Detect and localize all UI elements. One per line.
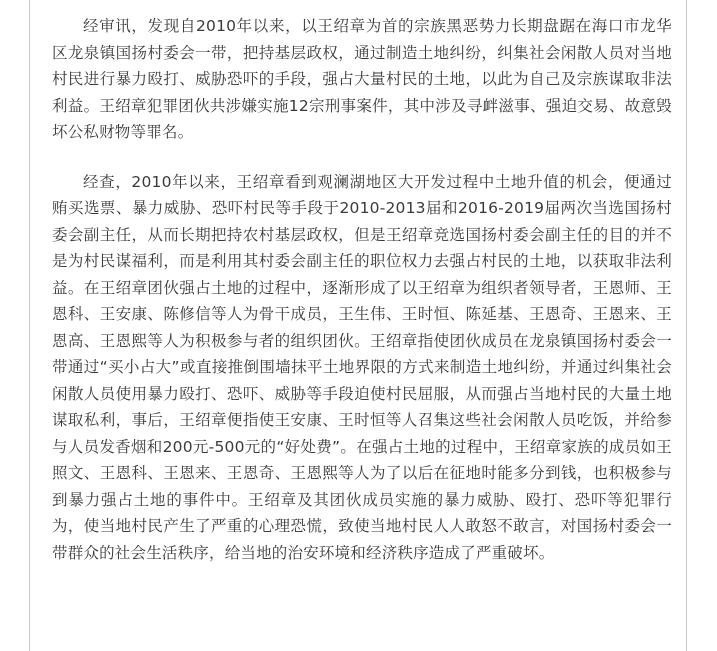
- paragraph-investigation: 经查，2010年以来，王绍章看到观澜湖地区大开发过程中土地升值的机会，便通过贿买选票、暴力威胁、恐吓村民等手段于2010-2013届和2016-2019届两次当选国扬村委会副主任，从而长期把持农村基层政权，但是王绍章竞选国扬村委会副主任的目的并不是为村民谋福利，而是利用其村委会副主任的职位权力去强占村民的土地，以获取非法利益。在王绍章团伙强占土地的过程中，逐渐形成了以王绍章为组织者领导者，王恩师、王恩科、王安康、陈修信等人为骨干成员，王生伟、王时恒、陈延基、王恩奇、王恩来、王恩高、王恩熙等人为积极参与者的组织团伙。王绍章指使团伙成员在龙泉镇国扬村委会一带通过“买小占大”或直接推倒围墙抹平土地界限的方式来制造土地纠纷，并通过纠集社会闲散人员使用暴力殴打、恐吓、威胁等手段迫使村民屈服，从而强占当地村民的大量土地谋取私利，事后，王绍章便指使王安康、王时恒等人召集这些社会闲散人员吃饭，并给参与人员发香烟和200元-500元的“好处费”。在强占土地的过程中，王绍章家族的成员如王照文、王恩科、王恩来、王恩奇、王恩熙等人为了以后在征地时能多分到钱，也积极参与到暴力强占土地的事件中。王绍章及其团伙成员实施的暴力威胁、殴打、恐吓等犯罪行为，使当地村民产生了严重的心理恐慌，致使当地村民人人敢怒不敢言，对国扬村委会一带群众的社会生活秩序，给当地的治安环境和经济秩序造成了严重破坏。: [52, 172, 672, 562]
- article-body: [52, 13, 672, 589]
- paragraph-interrogation: 经审讯，发现自2010年以来，以王绍章为首的宗族黑恶势力长期盘踞在海口市龙华区龙泉镇国扬村委会一带，把持基层政权，通过制造土地纠纷，纠集社会闲散人员对当地村民进行暴力殴打、威胁恐吓的手段，强占大量村民的土地，以此为自己及宗族谋取非法利益。王绍章犯罪团伙共涉嫌实施12宗刑事案件，其中涉及寻衅滋事、强迫交易、故意毁坏公私财物等罪名。: [52, 17, 672, 141]
- right-border-line: [686, 0, 687, 651]
- left-border-line: [29, 0, 30, 651]
